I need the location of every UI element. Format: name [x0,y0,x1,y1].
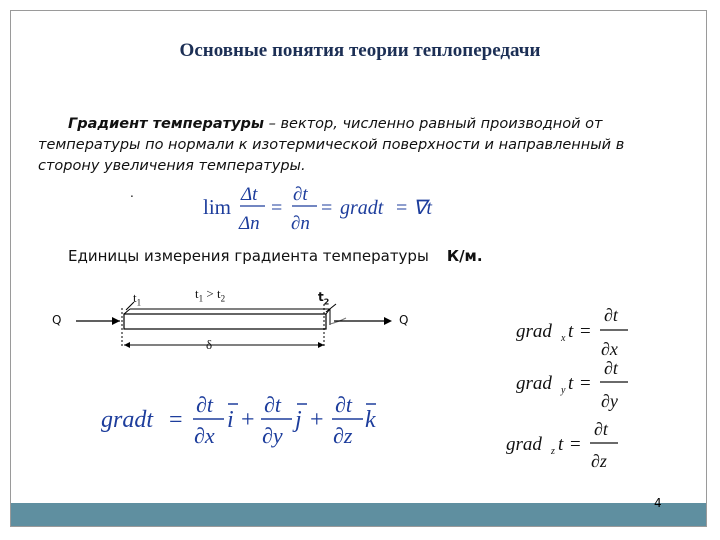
nabla-t: ∇t [413,197,432,219]
grad-x-word: grad [516,321,552,342]
slide-title: Основные понятия теории теплопередачи [179,40,541,61]
grad-y-equals: = [580,373,591,394]
lim-equals-2: = [321,197,333,219]
lim-denominator: Δn [239,213,260,234]
partial-denominator: ∂n [291,213,310,234]
grad-y-word: grad [516,373,552,394]
grad-z-den: ∂z [591,451,607,471]
grad-x-sub: x [561,333,566,344]
plate-rect [124,314,326,329]
vec-j: j [295,407,302,433]
grad-x-den: ∂x [601,339,618,359]
q-left-label: Q [52,313,62,327]
grad-z-num: ∂t [594,419,608,439]
gradt-text: gradt [340,197,384,219]
definition-term: Градиент температуры [68,116,265,132]
vec-dt-z: ∂t [335,392,352,417]
q-right-arrowhead [384,317,392,325]
vec-dt-y: ∂t [264,392,281,417]
gradient-vector-formula [101,392,376,448]
page-number: 4 [654,496,662,510]
vec-k: k [365,407,376,433]
lim-numerator: Δt [241,184,258,205]
temperature-comparison: $t_1 > t_2$ [195,286,226,304]
vec-gradt: gradt [101,407,154,433]
lim-equals-1: = [271,197,283,219]
grad-x-equals: = [580,321,591,342]
units-value: К/м. [446,247,483,265]
vec-dz: ∂z [333,423,353,448]
grad-x-t: t [568,321,574,342]
plate-top-left-edge [124,309,130,314]
definition-text: – вектор, численно равный производной от температуры по нормали к изотермической поверхности и направленный в сторону увеличения температуры. [38,116,625,174]
t1-label: $t_1$ [133,290,142,308]
grad-y-den: ∂y [601,391,618,411]
vec-dy: ∂y [262,423,283,448]
vec-plus-2: + [310,407,324,433]
vec-dt-x: ∂t [196,392,213,417]
plate-diagram [76,302,392,348]
units-label: Единицы измерения градиента температуры [68,247,429,265]
thickness-label: δ [206,337,213,352]
units-line [68,247,483,265]
grad-x-num: ∂t [604,305,618,325]
q-left-arrowhead [112,317,120,325]
vec-plus-1: + [241,407,255,433]
vec-dx: ∂x [194,423,215,448]
stray-dot: . [130,186,134,200]
lim-text: lim [203,195,232,219]
grad-z-t: t [558,434,564,455]
grad-y-sub: y [561,385,566,396]
vec-i: i [227,407,234,433]
grad-z-equals: = [570,434,581,455]
grad-y-num: ∂t [604,358,618,378]
limit-formula [203,184,432,234]
vec-equals: = [169,407,183,433]
partial-numerator: ∂t [293,184,308,205]
t2-label: $t_2$ [318,290,330,307]
grad-y-t: t [568,373,574,394]
footer-bar [11,503,706,526]
component-formulas [506,305,628,471]
thickness-arrow-left [124,342,130,348]
lim-equals-3: = [396,197,408,219]
thickness-arrow-right [318,342,324,348]
grad-z-sub: z [551,446,555,457]
grad-z-word: grad [506,434,542,455]
q-right-label: Q [399,313,409,327]
